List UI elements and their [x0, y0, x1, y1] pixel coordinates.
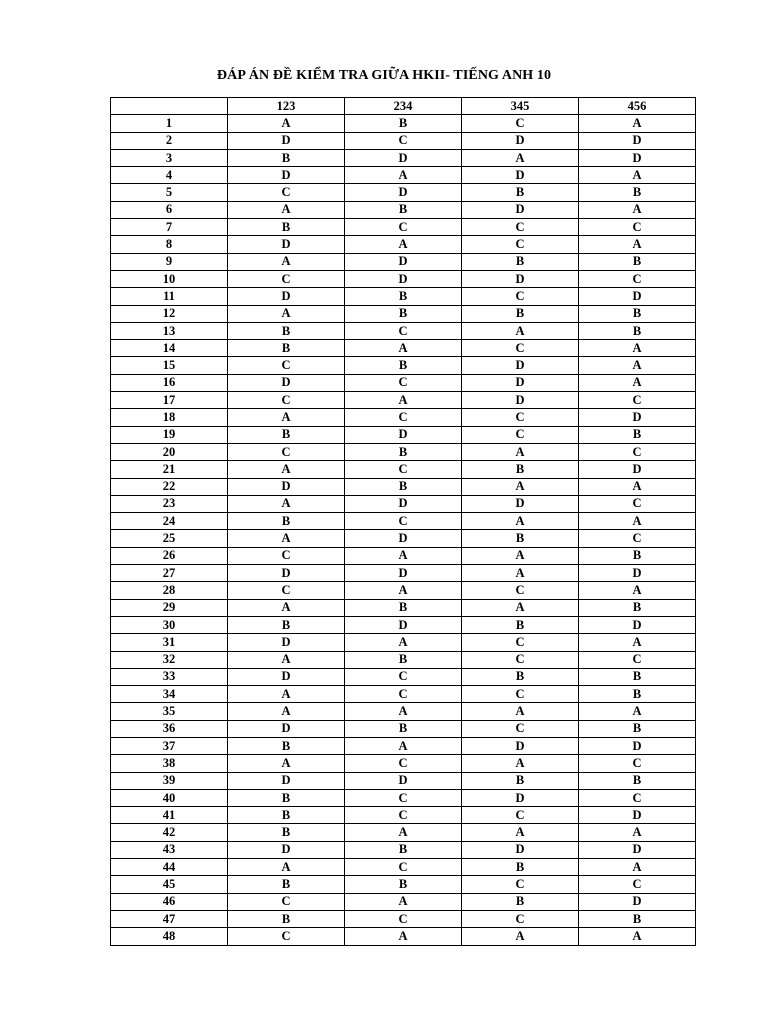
answer-cell: D [345, 565, 462, 582]
table-row [111, 772, 696, 789]
answer-cell: C [579, 530, 696, 547]
question-number-cell: 6 [111, 201, 228, 218]
question-number-cell: 4 [111, 167, 228, 184]
answer-cell: A [579, 340, 696, 357]
question-number-cell: 31 [111, 634, 228, 651]
answer-cell: A [462, 565, 579, 582]
answer-cell: B [579, 426, 696, 443]
table-row [111, 928, 696, 945]
question-number-cell: 23 [111, 495, 228, 512]
answer-cell: B [579, 720, 696, 737]
answer-cell: C [228, 392, 345, 409]
answer-cell: C [579, 876, 696, 893]
table-row [111, 149, 696, 166]
table-row [111, 876, 696, 893]
table-row [111, 374, 696, 391]
answer-cell: A [579, 201, 696, 218]
answer-cell: B [462, 305, 579, 322]
answer-cell: B [462, 253, 579, 270]
answer-cell: B [345, 305, 462, 322]
answer-cell: B [462, 616, 579, 633]
answer-cell: D [462, 374, 579, 391]
answer-cell: D [579, 565, 696, 582]
table-row [111, 686, 696, 703]
table-row [111, 443, 696, 460]
answer-cell: D [462, 167, 579, 184]
table-row [111, 167, 696, 184]
question-number-cell: 5 [111, 184, 228, 201]
table-row [111, 288, 696, 305]
column-header: 234 [345, 98, 462, 115]
answer-cell: C [345, 513, 462, 530]
answer-cell: B [228, 322, 345, 339]
answer-cell: A [462, 599, 579, 616]
answer-cell: D [228, 772, 345, 789]
question-number-cell: 45 [111, 876, 228, 893]
question-number-cell: 19 [111, 426, 228, 443]
answer-cell: A [228, 253, 345, 270]
answer-cell: C [462, 426, 579, 443]
answer-cell: A [462, 149, 579, 166]
answer-cell: A [462, 824, 579, 841]
answer-cell: A [462, 703, 579, 720]
answer-cell: A [345, 340, 462, 357]
answer-cell: C [228, 547, 345, 564]
table-row [111, 651, 696, 668]
answer-cell: D [579, 132, 696, 149]
answer-cell: D [345, 495, 462, 512]
answer-cell: A [579, 115, 696, 132]
answer-cell: C [462, 807, 579, 824]
answer-cell: B [579, 184, 696, 201]
table-row [111, 322, 696, 339]
answer-cell: C [228, 357, 345, 374]
answer-cell: C [462, 651, 579, 668]
question-number-cell: 44 [111, 859, 228, 876]
answer-cell: D [345, 253, 462, 270]
question-number-cell: 17 [111, 392, 228, 409]
answer-cell: A [228, 530, 345, 547]
answer-cell: A [462, 547, 579, 564]
answer-cell: C [579, 270, 696, 287]
answer-cell: C [228, 928, 345, 945]
table-row [111, 755, 696, 772]
answer-cell: C [345, 219, 462, 236]
answer-cell: C [228, 443, 345, 460]
answer-cell: A [579, 703, 696, 720]
table-row [111, 461, 696, 478]
answer-cell: C [462, 720, 579, 737]
answer-cell: A [579, 859, 696, 876]
answer-cell: C [579, 755, 696, 772]
table-row [111, 807, 696, 824]
answer-cell: D [228, 167, 345, 184]
table-row [111, 668, 696, 685]
answer-cell: C [579, 392, 696, 409]
answer-cell: D [228, 720, 345, 737]
answer-cell: D [228, 132, 345, 149]
answer-cell: B [228, 910, 345, 927]
answer-cell: C [345, 807, 462, 824]
answer-cell: B [579, 305, 696, 322]
table-row [111, 737, 696, 754]
answer-cell: C [345, 461, 462, 478]
question-number-cell: 32 [111, 651, 228, 668]
answer-cell: A [345, 824, 462, 841]
answer-cell: C [345, 789, 462, 806]
answer-cell: B [462, 530, 579, 547]
answer-cell: D [345, 530, 462, 547]
table-row [111, 495, 696, 512]
answer-cell: D [462, 201, 579, 218]
answer-cell: A [462, 928, 579, 945]
question-number-cell: 12 [111, 305, 228, 322]
answer-cell: B [345, 443, 462, 460]
answer-cell: C [579, 495, 696, 512]
answer-cell: B [462, 893, 579, 910]
table-row [111, 426, 696, 443]
question-number-cell: 2 [111, 132, 228, 149]
question-number-cell: 29 [111, 599, 228, 616]
question-number-cell: 14 [111, 340, 228, 357]
answer-cell: D [462, 392, 579, 409]
answer-cell: B [228, 219, 345, 236]
table-row [111, 565, 696, 582]
answer-cell: D [579, 841, 696, 858]
answer-cell: B [579, 910, 696, 927]
table-row [111, 478, 696, 495]
answer-cell: D [462, 789, 579, 806]
question-number-cell: 11 [111, 288, 228, 305]
table-row [111, 513, 696, 530]
answer-cell: C [462, 236, 579, 253]
question-number-cell: 8 [111, 236, 228, 253]
table-row [111, 340, 696, 357]
table-row [111, 703, 696, 720]
answer-cell: C [345, 859, 462, 876]
answer-cell: A [462, 478, 579, 495]
table-row [111, 305, 696, 322]
answer-cell: A [345, 236, 462, 253]
question-number-cell: 7 [111, 219, 228, 236]
question-number-cell: 3 [111, 149, 228, 166]
answer-cell: D [579, 288, 696, 305]
answer-cell: B [228, 807, 345, 824]
answer-cell: C [462, 115, 579, 132]
answer-cell: A [345, 167, 462, 184]
answer-cell: A [345, 634, 462, 651]
question-number-cell: 36 [111, 720, 228, 737]
question-number-cell: 47 [111, 910, 228, 927]
answer-cell: B [579, 668, 696, 685]
question-number-cell: 37 [111, 737, 228, 754]
answer-cell: B [579, 686, 696, 703]
answer-cell: A [462, 755, 579, 772]
answer-cell: B [228, 824, 345, 841]
question-number-cell: 24 [111, 513, 228, 530]
answer-cell: A [228, 201, 345, 218]
question-number-cell: 18 [111, 409, 228, 426]
question-number-cell: 13 [111, 322, 228, 339]
answer-cell: A [228, 651, 345, 668]
answer-cell: A [345, 582, 462, 599]
answer-cell: A [345, 928, 462, 945]
answer-cell: A [579, 236, 696, 253]
answer-cell: A [345, 703, 462, 720]
column-header: 345 [462, 98, 579, 115]
answer-cell: C [462, 582, 579, 599]
answer-cell: B [228, 426, 345, 443]
answer-cell: A [462, 322, 579, 339]
answer-cell: C [345, 668, 462, 685]
answer-cell: D [228, 374, 345, 391]
answer-cell: A [228, 859, 345, 876]
answer-cell: C [579, 443, 696, 460]
answer-cell: D [579, 893, 696, 910]
question-number-cell: 39 [111, 772, 228, 789]
table-row [111, 270, 696, 287]
table-row [111, 357, 696, 374]
answer-cell: B [228, 789, 345, 806]
question-number-cell: 21 [111, 461, 228, 478]
table-row [111, 893, 696, 910]
question-number-cell: 9 [111, 253, 228, 270]
answer-cell: D [579, 807, 696, 824]
table-row [111, 219, 696, 236]
question-number-cell: 16 [111, 374, 228, 391]
answer-cell: D [462, 132, 579, 149]
answer-cell: B [228, 513, 345, 530]
question-number-cell: 27 [111, 565, 228, 582]
answer-cell: B [345, 201, 462, 218]
answer-cell: D [579, 409, 696, 426]
answer-cell: B [579, 253, 696, 270]
answer-cell: D [228, 288, 345, 305]
answer-cell: C [462, 876, 579, 893]
answer-cell: A [579, 928, 696, 945]
question-number-cell: 25 [111, 530, 228, 547]
question-number-cell: 30 [111, 616, 228, 633]
answer-cell: B [462, 461, 579, 478]
table-row [111, 910, 696, 927]
answer-cell: D [345, 616, 462, 633]
answer-cell: C [462, 288, 579, 305]
question-number-cell: 20 [111, 443, 228, 460]
answer-cell: C [462, 910, 579, 927]
question-number-cell: 15 [111, 357, 228, 374]
question-number-cell: 26 [111, 547, 228, 564]
table-body [111, 115, 696, 945]
table-row [111, 409, 696, 426]
answer-cell: B [345, 478, 462, 495]
table-row [111, 253, 696, 270]
table-row [111, 634, 696, 651]
answer-cell: C [462, 686, 579, 703]
question-number-cell: 48 [111, 928, 228, 945]
answer-cell: D [228, 841, 345, 858]
question-number-cell: 1 [111, 115, 228, 132]
answer-cell: A [345, 737, 462, 754]
question-number-cell: 40 [111, 789, 228, 806]
answer-cell: D [345, 426, 462, 443]
answer-cell: B [345, 599, 462, 616]
answer-cell: A [228, 599, 345, 616]
column-header: 456 [579, 98, 696, 115]
answer-cell: A [345, 547, 462, 564]
column-header [111, 98, 228, 115]
answer-cell: D [462, 270, 579, 287]
table-row [111, 184, 696, 201]
answer-cell: D [579, 737, 696, 754]
table-row [111, 530, 696, 547]
answer-cell: A [228, 305, 345, 322]
answer-cell: A [579, 582, 696, 599]
answer-cell: A [228, 686, 345, 703]
answer-cell: A [228, 461, 345, 478]
answer-cell: B [345, 357, 462, 374]
answer-cell: B [579, 772, 696, 789]
answer-cell: C [579, 219, 696, 236]
answer-cell: C [228, 582, 345, 599]
answer-cell: A [345, 893, 462, 910]
question-number-cell: 42 [111, 824, 228, 841]
question-number-cell: 41 [111, 807, 228, 824]
answer-cell: B [345, 720, 462, 737]
table-row [111, 236, 696, 253]
question-number-cell: 35 [111, 703, 228, 720]
answer-cell: D [228, 565, 345, 582]
answer-cell: D [228, 236, 345, 253]
answer-cell: C [228, 270, 345, 287]
question-number-cell: 46 [111, 893, 228, 910]
answer-cell: D [579, 461, 696, 478]
answer-cell: B [228, 149, 345, 166]
table-row [111, 789, 696, 806]
table-row [111, 824, 696, 841]
answer-cell: B [228, 340, 345, 357]
answer-cell: C [345, 755, 462, 772]
answer-cell: A [579, 357, 696, 374]
answer-cell: C [462, 340, 579, 357]
table-row [111, 547, 696, 564]
answer-cell: B [345, 651, 462, 668]
answer-cell: B [228, 876, 345, 893]
answer-cell: C [345, 686, 462, 703]
answer-cell: C [462, 634, 579, 651]
answer-cell: A [228, 409, 345, 426]
answer-cell: A [579, 634, 696, 651]
answer-cell: D [345, 772, 462, 789]
answer-cell: B [345, 115, 462, 132]
answer-cell: D [345, 270, 462, 287]
answer-cell: C [345, 374, 462, 391]
table-row [111, 720, 696, 737]
answer-cell: B [228, 737, 345, 754]
answer-cell: C [345, 322, 462, 339]
answer-cell: A [579, 513, 696, 530]
answer-cell: D [579, 149, 696, 166]
answer-cell: B [345, 841, 462, 858]
answer-cell: D [462, 357, 579, 374]
answer-cell: B [462, 184, 579, 201]
answer-cell: A [345, 392, 462, 409]
answer-cell: C [462, 409, 579, 426]
answer-cell: B [579, 599, 696, 616]
answer-cell: A [462, 513, 579, 530]
question-number-cell: 10 [111, 270, 228, 287]
table-row [111, 859, 696, 876]
table-row [111, 201, 696, 218]
answer-cell: B [345, 288, 462, 305]
question-number-cell: 34 [111, 686, 228, 703]
table-row [111, 132, 696, 149]
answer-cell: D [228, 634, 345, 651]
answer-cell: D [228, 668, 345, 685]
table-row [111, 599, 696, 616]
table-row [111, 392, 696, 409]
answer-cell: B [462, 772, 579, 789]
header-row [111, 98, 696, 115]
answer-cell: A [579, 824, 696, 841]
answer-cell: D [462, 841, 579, 858]
table-row [111, 582, 696, 599]
answer-cell: A [462, 443, 579, 460]
column-header: 123 [228, 98, 345, 115]
answer-cell: C [345, 409, 462, 426]
answer-cell: A [579, 374, 696, 391]
answer-cell: B [579, 322, 696, 339]
answer-cell: D [462, 737, 579, 754]
answer-cell: C [228, 893, 345, 910]
answer-cell: D [345, 149, 462, 166]
answer-cell: A [228, 755, 345, 772]
answer-cell: C [462, 219, 579, 236]
answer-cell: B [345, 876, 462, 893]
answer-cell: B [462, 859, 579, 876]
answer-cell: D [345, 184, 462, 201]
question-number-cell: 33 [111, 668, 228, 685]
answer-key-table [110, 97, 696, 946]
answer-cell: C [579, 789, 696, 806]
answer-cell: C [345, 910, 462, 927]
answer-cell: C [228, 184, 345, 201]
answer-cell: B [462, 668, 579, 685]
table-row [111, 115, 696, 132]
question-number-cell: 38 [111, 755, 228, 772]
answer-cell: A [228, 703, 345, 720]
answer-cell: A [228, 115, 345, 132]
answer-cell: B [228, 616, 345, 633]
table-row [111, 841, 696, 858]
table-row [111, 616, 696, 633]
answer-cell: A [579, 167, 696, 184]
answer-cell: D [579, 616, 696, 633]
answer-cell: A [228, 495, 345, 512]
answer-cell: B [579, 547, 696, 564]
answer-cell: C [579, 651, 696, 668]
page-title: ĐÁP ÁN ĐỀ KIỂM TRA GIỮA HKII- TIẾNG ANH 10 [216, 68, 552, 83]
answer-cell: D [462, 495, 579, 512]
answer-cell: C [345, 132, 462, 149]
answer-cell: A [579, 478, 696, 495]
question-number-cell: 22 [111, 478, 228, 495]
question-number-cell: 28 [111, 582, 228, 599]
question-number-cell: 43 [111, 841, 228, 858]
answer-cell: D [228, 478, 345, 495]
